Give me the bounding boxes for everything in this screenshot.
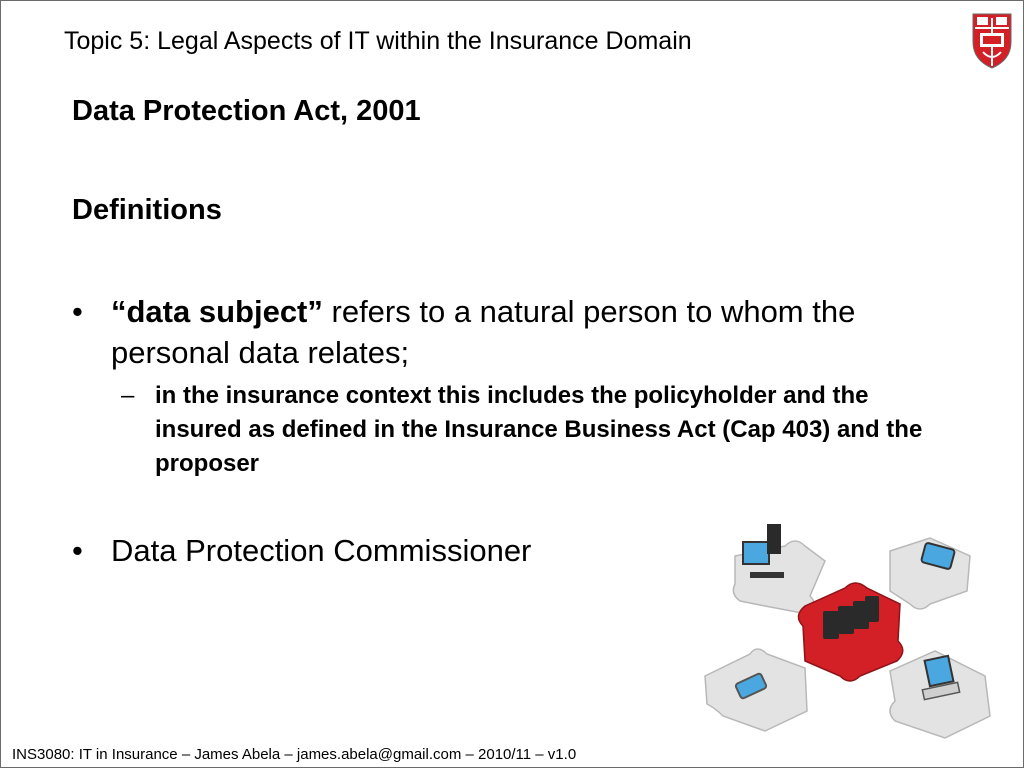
subpoint-insurance-context — [121, 379, 961, 481]
subpoint-text: in the insurance context this includes the policyholder and the insured as defined in the Insurance Business Act (Cap 403) and the proposer — [155, 382, 923, 477]
bullet-data-subject — [72, 291, 952, 373]
slide-heading: Data Protection Act, 2001 — [72, 95, 421, 127]
bullet-text — [111, 291, 952, 373]
bullet-marker: • — [72, 294, 83, 329]
slide-footer: INS3080: IT in Insurance – James Abela – james.abela@gmail.com – 2010/11 – v1.0 — [12, 746, 577, 763]
slide-subheading: Definitions — [72, 194, 222, 226]
university-crest-logo — [971, 12, 1013, 70]
bullet-definition: refers to a natural person to whom the personal data relates; — [111, 294, 856, 370]
bullet-text: Data Protection Commissioner — [111, 533, 532, 568]
slide-header-title: Topic 5: Legal Aspects of IT within the Insurance Domain — [64, 27, 692, 55]
bullet-term: “data subject” — [111, 294, 323, 329]
subpoint-marker: – — [121, 382, 135, 409]
bullet-marker: • — [72, 533, 83, 568]
puzzle-network-illustration — [695, 516, 1001, 746]
